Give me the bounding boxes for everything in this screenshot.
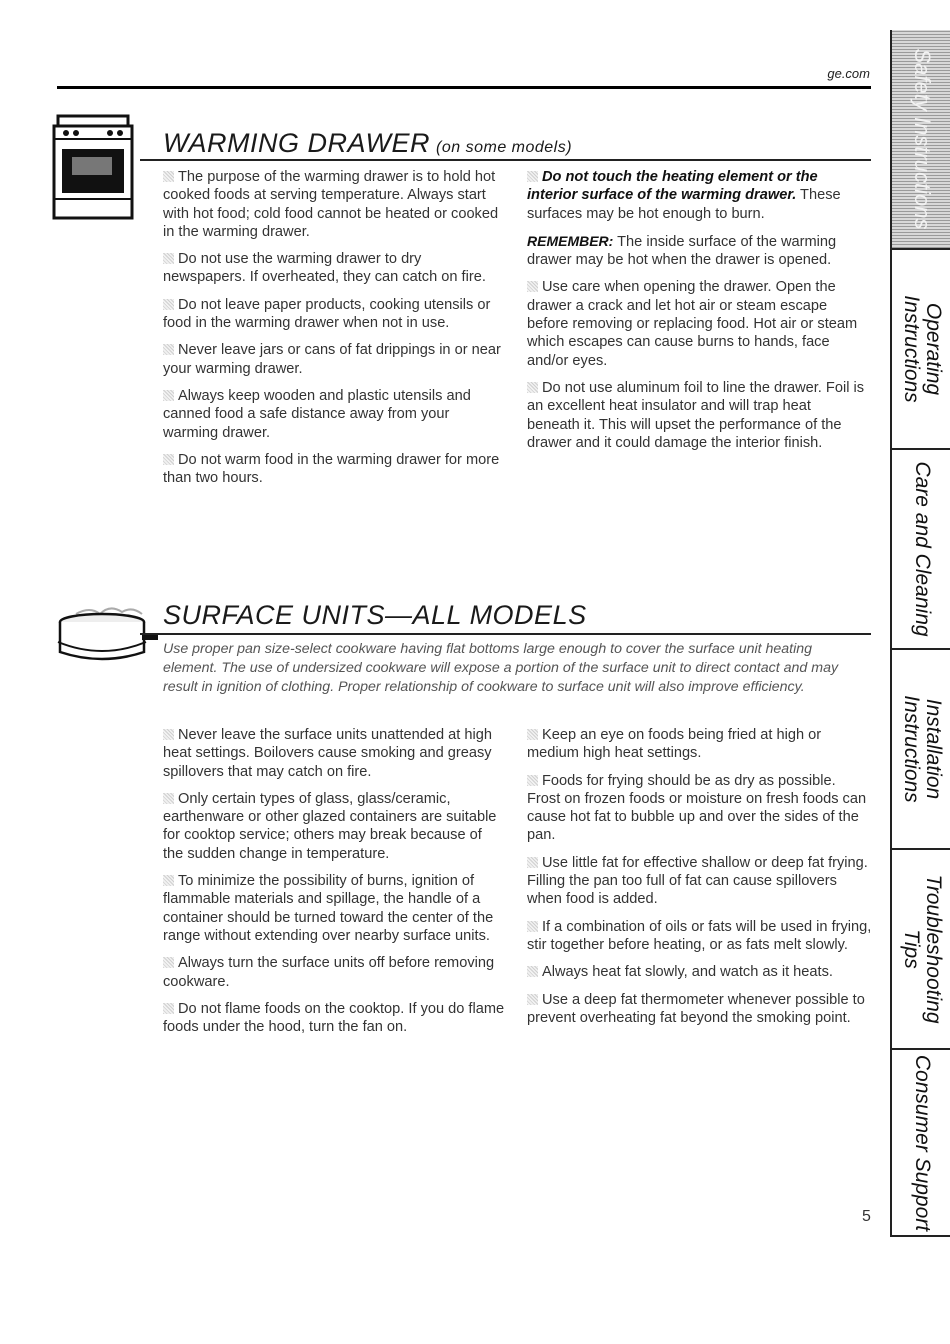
cooking-pot-icon [56, 600, 160, 670]
warming-section-rule [140, 159, 871, 161]
list-item: Do not use the warming drawer to dry newspapers. If overheated, they can catch on fire. [163, 251, 486, 286]
list-item: The purpose of the warming drawer is to hold hot cooked foods at serving temperature. Always start with hot food; cold food cannot be heated or cooked in the warming drawer. [163, 169, 499, 240]
surface-title-text: SURFACE UNITS—ALL MODELS [163, 600, 587, 630]
list-item: Always turn the surface units off before removing cookware. [163, 955, 495, 990]
tab-label: Installation Instructions [900, 695, 945, 803]
tab-care-and-cleaning[interactable] [892, 448, 950, 648]
bullet-icon [527, 994, 538, 1005]
tab-safety-instructions[interactable] [892, 30, 950, 248]
bullet-icon [527, 775, 538, 786]
surface-section-rule [140, 633, 871, 635]
bullet-icon [527, 382, 538, 393]
remember-item [527, 232, 867, 270]
bullet-icon [163, 875, 174, 886]
list-item: Do not leave paper products, cooking utensils or food in the warming drawer when not in use. [163, 296, 491, 332]
bullet-icon [163, 957, 174, 968]
tab-label: Care and Cleaning [911, 461, 934, 637]
tab-label: Safety Instructions [910, 48, 935, 230]
warming-title-text: WARMING DRAWER [163, 128, 431, 158]
list-item: Never leave jars or cans of fat drippings in or near your warming drawer. [163, 342, 501, 377]
tab-label: Operating Instructions [900, 295, 945, 403]
surface-right-column [527, 726, 872, 1036]
list-item: Do not use aluminum foil to line the drawer. Foil is an excellent heat insulator and will trap heat beneath it. This will upset the performance of the drawer and it could damage the interior finish. [527, 379, 865, 451]
list-item: Always heat fat slowly, and watch as it heats. [527, 963, 872, 981]
tab-consumer-support[interactable] [892, 1048, 950, 1235]
bullet-icon [163, 793, 174, 804]
caution-bold-text: Do not touch the heating element or the interior surface of the warming drawer. [527, 169, 818, 204]
list-item: Foods for frying should be as dry as possible. Frost on frozen foods or moisture on fresh foods can cause hot fat to bubble up and over the sides of the pan. [527, 772, 867, 844]
list-item: Never leave the surface units unattended at high heat settings. Boilovers cause smoking and greasy spillovers that may catch on fire. [163, 727, 492, 780]
list-item: Do not flame foods on the cooktop. If you do flame foods under the hood, turn the fan on. [163, 1000, 505, 1036]
page-number: 5 [862, 1208, 871, 1225]
tab-troubleshooting-tips[interactable] [892, 848, 950, 1048]
list-item: Do not warm food in the warming drawer for more than two hours. [163, 451, 500, 487]
bullet-icon [163, 299, 174, 310]
tab-label: Troubleshooting Tips [900, 874, 945, 1024]
list-item: Always keep wooden and plastic utensils and canned food a safe distance away from your warming drawer. [163, 387, 471, 441]
bullet-icon [527, 857, 538, 868]
bullet-icon [527, 281, 538, 292]
caution-item [527, 168, 867, 223]
bullet-icon [163, 729, 174, 740]
bullet-icon [527, 729, 538, 740]
caution-text: These surfaces may be hot enough to burn. [527, 187, 841, 222]
tab-operating-instructions[interactable] [892, 248, 950, 448]
warming-left-column [163, 168, 503, 496]
bullet-icon [527, 171, 538, 182]
remember-label: REMEMBER: [527, 232, 614, 249]
list-item: Use care when opening the drawer. Open the drawer a crack and let hot air or steam escape before removing or replacing food. Hot air or steam which escapes can cause burns to hands, face and/or eyes. [527, 279, 858, 369]
bullet-icon [527, 966, 538, 977]
surface-intro: Use proper pan size-select cookware having flat bottoms large enough to cover the surface unit heating element. The use of undersized cookware will expose a portion of the surface unit to direct contact and may result in ignition of clothing. Proper relationship of cookware to surface unit will also improve efficiency. [163, 641, 839, 696]
section-tabs [890, 30, 950, 1237]
list-item: Keep an eye on foods being fried at high or medium high heat settings. [527, 727, 822, 762]
header-rule [57, 86, 871, 89]
bullet-icon [163, 454, 174, 465]
bullet-icon [163, 344, 174, 355]
bullet-icon [163, 390, 174, 401]
list-item: Use a deep fat thermometer whenever possible to prevent overheating fat beyond the smoking point. [527, 991, 865, 1026]
surface-units-title [163, 600, 587, 631]
bullet-icon [527, 921, 538, 932]
list-item: Only certain types of glass, glass/ceramic, earthenware or other glazed containers are suitable for cooktop service; others may break because of the sudden change in temperature. [163, 790, 497, 862]
bullet-icon [163, 1003, 174, 1014]
remember-text: The inside surface of the warming drawer may be hot when the drawer is opened. [527, 233, 837, 269]
tab-label: Consumer Support [911, 1054, 934, 1231]
list-item: To minimize the possibility of burns, ignition of flammable materials and spillage, the handle of a container should be turned toward the center of the range without extending over nearby surface units. [163, 873, 494, 944]
warming-right-column [527, 168, 867, 461]
list-item: Use little fat for effective shallow or deep fat frying. Filling the pan too full of fat can cause spillovers when food is added. [527, 854, 868, 908]
surface-left-column [163, 726, 505, 1045]
bullet-icon [163, 253, 174, 264]
warming-subtitle: (on some models) [436, 139, 573, 156]
site-label: ge.com [827, 66, 870, 81]
list-item: If a combination of oils or fats will be used in frying, stir together before heating, or as fats melt slowly. [527, 918, 872, 953]
tab-installation-instructions[interactable] [892, 648, 950, 848]
warming-drawer-title [163, 128, 572, 159]
range-oven-icon [52, 113, 138, 221]
bullet-icon [163, 171, 174, 182]
